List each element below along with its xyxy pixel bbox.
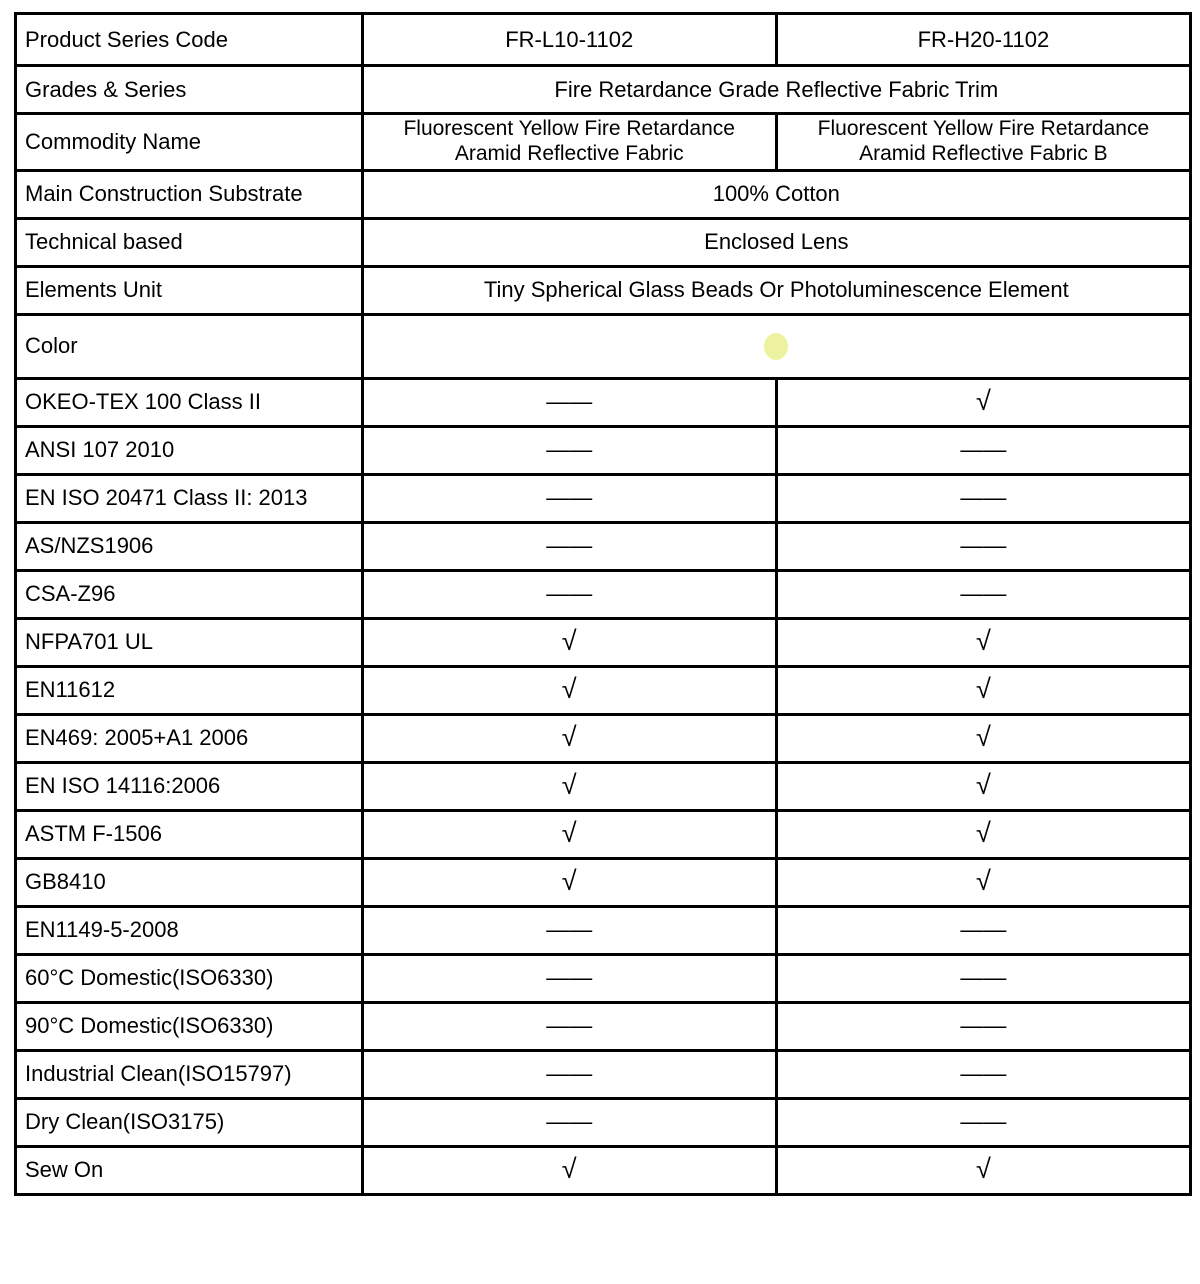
dash-mark: —— bbox=[776, 426, 1190, 474]
check-mark: √ bbox=[776, 762, 1190, 810]
dash-mark: —— bbox=[776, 906, 1190, 954]
check-mark: √ bbox=[362, 714, 776, 762]
row-label: NFPA701 UL bbox=[16, 618, 363, 666]
value-text: FR-H20-1102 bbox=[776, 14, 1190, 66]
spec-table-body bbox=[16, 14, 1191, 1195]
check-mark: √ bbox=[776, 378, 1190, 426]
table-row bbox=[16, 954, 1191, 1002]
table-row bbox=[16, 314, 1191, 378]
row-label: Sew On bbox=[16, 1146, 363, 1194]
dash-mark: —— bbox=[776, 522, 1190, 570]
table-row bbox=[16, 1002, 1191, 1050]
row-label: Dry Clean(ISO3175) bbox=[16, 1098, 363, 1146]
color-swatch-cell bbox=[362, 314, 1190, 378]
table-row bbox=[16, 170, 1191, 218]
value-text: Fluorescent Yellow Fire Retardance Aramid Reflective Fabric B bbox=[776, 114, 1190, 171]
row-label: Commodity Name bbox=[16, 114, 363, 171]
check-mark: √ bbox=[776, 810, 1190, 858]
check-mark: √ bbox=[362, 1146, 776, 1194]
dash-mark: —— bbox=[776, 1098, 1190, 1146]
fluorescent-yellow-dot bbox=[764, 333, 788, 360]
row-label: EN11612 bbox=[16, 666, 363, 714]
row-label: EN ISO 20471 Class II: 2013 bbox=[16, 474, 363, 522]
dash-mark: —— bbox=[776, 954, 1190, 1002]
table-row bbox=[16, 714, 1191, 762]
table-row bbox=[16, 1146, 1191, 1194]
row-label: CSA-Z96 bbox=[16, 570, 363, 618]
row-label: EN469: 2005+A1 2006 bbox=[16, 714, 363, 762]
table-row bbox=[16, 810, 1191, 858]
row-label: Product Series Code bbox=[16, 14, 363, 66]
table-row bbox=[16, 522, 1191, 570]
check-mark: √ bbox=[362, 810, 776, 858]
row-label: Elements Unit bbox=[16, 266, 363, 314]
row-value-merged: Tiny Spherical Glass Beads Or Photoluminescence Element bbox=[362, 266, 1190, 314]
check-mark: √ bbox=[362, 666, 776, 714]
check-mark: √ bbox=[776, 858, 1190, 906]
row-label: 90°C Domestic(ISO6330) bbox=[16, 1002, 363, 1050]
table-row bbox=[16, 114, 1191, 171]
check-mark: √ bbox=[776, 1146, 1190, 1194]
dash-mark: —— bbox=[362, 522, 776, 570]
row-value-merged: 100% Cotton bbox=[362, 170, 1190, 218]
row-label: GB8410 bbox=[16, 858, 363, 906]
row-label: ASTM F-1506 bbox=[16, 810, 363, 858]
row-label: Industrial Clean(ISO15797) bbox=[16, 1050, 363, 1098]
row-label: 60°C Domestic(ISO6330) bbox=[16, 954, 363, 1002]
dash-mark: —— bbox=[362, 570, 776, 618]
table-row bbox=[16, 218, 1191, 266]
check-mark: √ bbox=[362, 858, 776, 906]
dash-mark: —— bbox=[362, 954, 776, 1002]
row-label: ANSI 107 2010 bbox=[16, 426, 363, 474]
table-row bbox=[16, 426, 1191, 474]
table-row bbox=[16, 266, 1191, 314]
row-label: AS/NZS1906 bbox=[16, 522, 363, 570]
dash-mark: —— bbox=[776, 474, 1190, 522]
table-row bbox=[16, 378, 1191, 426]
row-label: Color bbox=[16, 314, 363, 378]
dash-mark: —— bbox=[362, 474, 776, 522]
table-row bbox=[16, 666, 1191, 714]
row-label: Main Construction Substrate bbox=[16, 170, 363, 218]
dash-mark: —— bbox=[362, 1098, 776, 1146]
table-row bbox=[16, 474, 1191, 522]
value-text: FR-L10-1102 bbox=[362, 14, 776, 66]
value-text: Fluorescent Yellow Fire Retardance Aramid Reflective Fabric bbox=[362, 114, 776, 171]
table-row bbox=[16, 858, 1191, 906]
table-row bbox=[16, 14, 1191, 66]
check-mark: √ bbox=[776, 714, 1190, 762]
row-value-merged: Fire Retardance Grade Reflective Fabric Trim bbox=[362, 66, 1190, 114]
table-row bbox=[16, 618, 1191, 666]
row-label: EN ISO 14116:2006 bbox=[16, 762, 363, 810]
table-row bbox=[16, 1050, 1191, 1098]
check-mark: √ bbox=[776, 666, 1190, 714]
dash-mark: —— bbox=[362, 426, 776, 474]
row-label: OKEO-TEX 100 Class II bbox=[16, 378, 363, 426]
check-mark: √ bbox=[776, 618, 1190, 666]
dash-mark: —— bbox=[776, 1050, 1190, 1098]
dash-mark: —— bbox=[776, 1002, 1190, 1050]
check-mark: √ bbox=[362, 618, 776, 666]
dash-mark: —— bbox=[362, 906, 776, 954]
dash-mark: —— bbox=[362, 1002, 776, 1050]
check-mark: √ bbox=[362, 762, 776, 810]
table-row bbox=[16, 762, 1191, 810]
table-row bbox=[16, 66, 1191, 114]
table-row bbox=[16, 1098, 1191, 1146]
dash-mark: —— bbox=[362, 378, 776, 426]
row-label: Technical based bbox=[16, 218, 363, 266]
dash-mark: —— bbox=[362, 1050, 776, 1098]
dash-mark: —— bbox=[776, 570, 1190, 618]
table-row bbox=[16, 906, 1191, 954]
row-value-merged: Enclosed Lens bbox=[362, 218, 1190, 266]
product-spec-table bbox=[14, 12, 1192, 1196]
row-label: EN1149-5-2008 bbox=[16, 906, 363, 954]
table-row bbox=[16, 570, 1191, 618]
row-label: Grades & Series bbox=[16, 66, 363, 114]
